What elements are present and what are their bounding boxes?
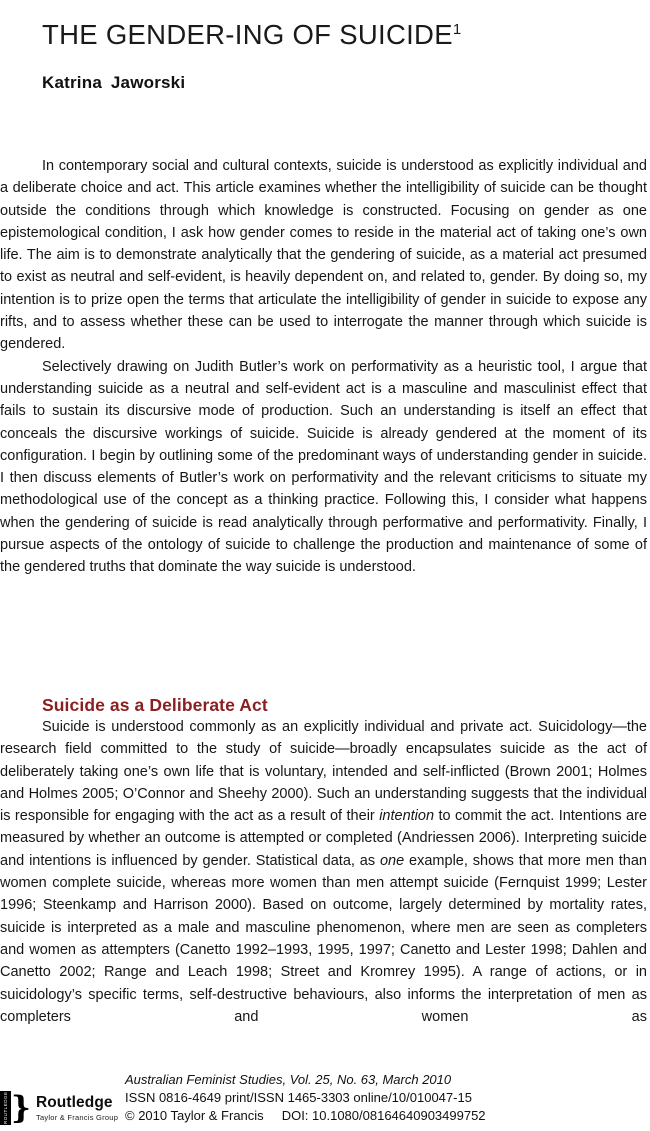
routledge-logo [0,1088,118,1128]
copyright-doi-line [125,1107,486,1125]
author-name: Katrina Jaworski [42,73,186,92]
abstract-block [0,155,647,579]
logo-spine: ROUTLEDGE [0,1091,11,1125]
section-heading: Suicide as a Deliberate Act [42,694,268,715]
doi-text: DOI: 10.1080/08164640903499752 [281,1107,486,1123]
title-footnote-marker: 1 [452,21,462,39]
paragraph: In contemporary social and cultural contexts, suicide is understood as explicitly individual and a deliberate choice and act. This article examines whether the intelligibility of suicide can be thought outside the conditions through which knowledge is constructed. Focusing on gender as one epistemological condition, I ask how gender comes to reside in the material act of taking one’s own life. The aim is to demonstrate analytically that the gendering of suicide, as a material act presumed to exist as neutral and self-evident, is heavily dependent on, and related to, gender. By doing so, my intention is to prize open the terms that articulate the intelligibility of gender in suicide to expose any rifts, and to assess whether these can be used to interrogate the manner through which suicide is gendered. [0,158,647,353]
journal-citation: Australian Feminist Studies, Vol. 25, No. 63, March 2010 [125,1072,452,1087]
logo-tagline: Taylor & Francis Group [35,1113,119,1122]
logo-wordmark: Routledge [35,1094,113,1111]
logo-wordmark-stack [36,1094,118,1122]
paragraph: Suicide is understood commonly as an explicitly individual and private act. Suicidology—the research field committed to the study of suicide—broadly encapsulates suicide as the act of deliberately taking one’s own life that is voluntary, intended and self-inflicted (Brown 2001; Holmes and Holmes 2005; O’Connor and Sheehy 2000). Such an understanding suggests that the individual is responsible for engaging with the act as a result of their intention to commit the act. Intentions are measured by whether an outcome is attempted or completed (Andriessen 2006). Interpreting suicide and intentions is influenced by gender. Statistical data, as one example, shows that more men than women complete suicide, whereas more women than men attempt suicide (Fernquist 1999; Lester 1996; Steenkamp and Harrison 2000). Based on outcome, largely determined by mortality rates, suicide is interpreted as a male and masculine phenomenon, where men are seen as completers and women as attempters (Canetto 1992–1993, 1995, 1997; Canetto and Lester 1998; Dahlen and Canetto 2002; Range and Leach 1998; Street and Kromrey 1995). A range of actions, or in suicidology’s specific terms, self-destructive behaviours, also informs the interpretation of men as completers and women as [0,719,647,1025]
copyright-text: © 2010 Taylor & Francis [125,1107,264,1123]
article-title [42,19,462,51]
issn-line: ISSN 0816-4649 print/ISSN 1465-3303 online/10/010047-15 [125,1089,472,1105]
routledge-brace-icon: } [11,1090,31,1126]
footer-imprint [125,1071,486,1124]
paragraph: Selectively drawing on Judith Butler’s work on performativity as a heuristic tool, I argue that understanding suicide as a neutral and self-evident act is a masculine and masculinist effect that fails to sustain its discursive mode of production. Such an understanding is itself an effect that conceals the discursive workings of suicide. Suicide is already gendered at the moment of its configuration. I begin by outlining some of the predominant ways of understanding gender in suicide. I then discuss elements of Butler’s work on performativity and the relevant criticisms to situate my methodological use of the concept as a thinking practice. Following this, I consider what happens when the gendering of suicide is read analytically through performative and performativity. Finally, I pursue aspects of the ontology of suicide to challenge the production and maintenance of some of the gendered truths that dominate the way suicide is understood. [0,358,647,576]
section-body-block [0,716,647,1028]
page-footer [0,1070,650,1131]
article-title-text: THE GENDER-ING OF SUICIDE [42,19,453,51]
